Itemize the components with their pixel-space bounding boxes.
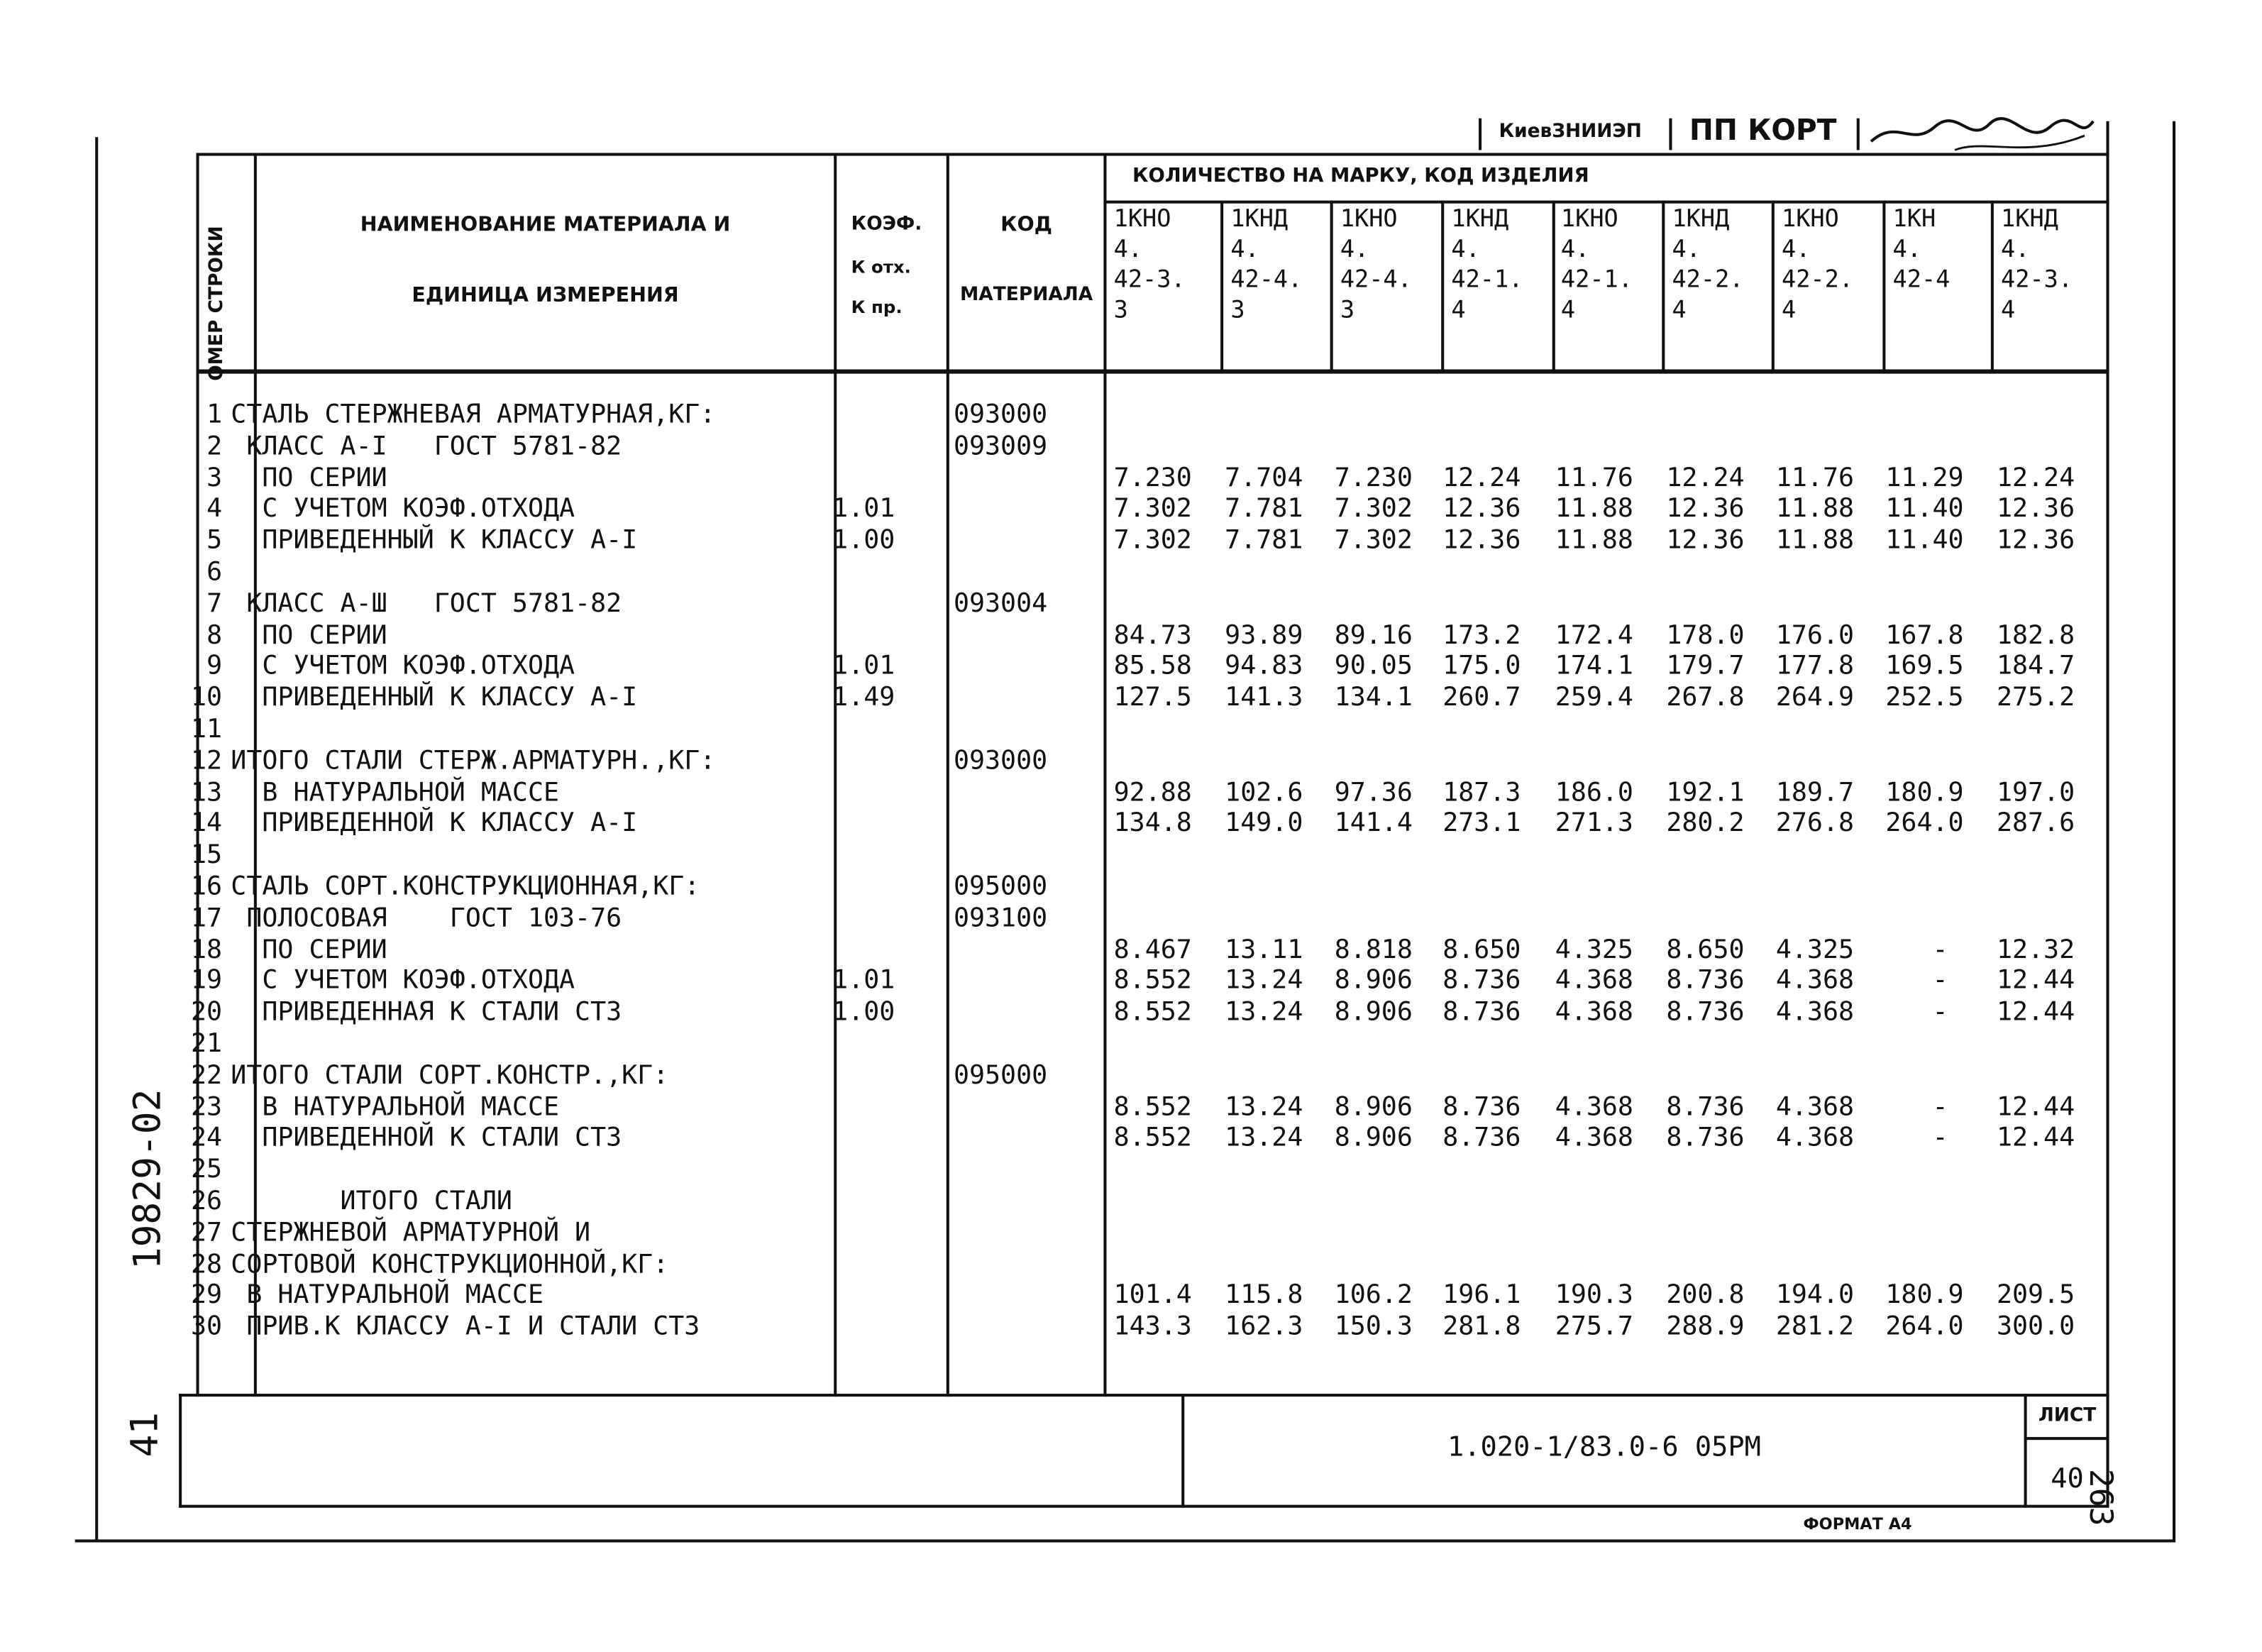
quantity-value: 94.83 xyxy=(1225,651,1303,682)
page-marker: 41 xyxy=(123,1411,167,1458)
material-name: ПО СЕРИИ xyxy=(231,620,387,651)
product-code-line: 1КНД xyxy=(1672,204,1730,233)
quantity-value: 281.2 xyxy=(1775,1311,1855,1343)
material-name: С УЧЕТОМ КОЭФ.ОТХОДА xyxy=(231,966,575,996)
quantity-value: 189.7 xyxy=(1775,777,1855,808)
quantity-value: 92.88 xyxy=(1113,777,1192,808)
table-row xyxy=(187,935,2106,966)
quantity-value: 4.368 xyxy=(1555,966,1633,996)
table-row xyxy=(187,1123,2106,1155)
quantity-value: 260.7 xyxy=(1442,683,1521,713)
quantity-value: 187.3 xyxy=(1442,777,1521,808)
quantity-value: 8.552 xyxy=(1113,1123,1192,1154)
quantity-value: 8.906 xyxy=(1334,1091,1413,1123)
quantity-value: 12.44 xyxy=(1996,966,2075,996)
quantity-value: 149.0 xyxy=(1225,808,1303,839)
table-row xyxy=(187,871,2106,903)
table-row xyxy=(187,557,2106,588)
product-code-line: 1КНД xyxy=(1451,204,1509,233)
material-name: В НАТУРАЛЬНОЙ МАССЕ xyxy=(231,777,560,808)
product-code-line: 3 xyxy=(1113,295,1128,324)
table-row xyxy=(187,620,2106,651)
quantity-value: 12.36 xyxy=(1666,494,1745,524)
quantity-value: 8.736 xyxy=(1442,997,1521,1028)
quantity-value: 7.302 xyxy=(1113,494,1192,524)
material-name: ПРИВЕДЕННАЯ К СТАЛИ СТЗ xyxy=(231,997,622,1028)
product-code-line: 3 xyxy=(1230,295,1245,324)
title-stamp xyxy=(1479,113,2109,153)
row-number: 19 xyxy=(191,966,223,996)
product-column-header xyxy=(1340,204,1412,370)
quantity-value: 85.58 xyxy=(1113,651,1192,682)
table-row xyxy=(187,525,2106,556)
product-code-line: 42-4 xyxy=(1892,265,1951,293)
archive-number: 19829-02 xyxy=(126,1089,170,1270)
quantity-value: 4.368 xyxy=(1555,1123,1633,1154)
doc-code: 1.020-1/83.0-6 05РМ xyxy=(1447,1431,1761,1463)
quantity-value: 4.325 xyxy=(1555,934,1633,965)
quantity-value: 4.368 xyxy=(1555,997,1633,1028)
product-code-line: 1КНД xyxy=(1230,204,1289,233)
row-number: 18 xyxy=(191,934,223,965)
quantity-value: 267.8 xyxy=(1666,683,1745,713)
product-code-line: 1КНО xyxy=(1560,204,1618,233)
quantity-value: 11.40 xyxy=(1885,525,1964,556)
quantity-value: 11.29 xyxy=(1885,462,1964,493)
quantity-value: 259.4 xyxy=(1555,683,1633,713)
material-name: СОРТОВОЙ КОНСТРУКЦИОННОЙ,КГ: xyxy=(231,1248,669,1279)
quantity-value: 13.24 xyxy=(1225,1123,1303,1154)
row-number: 1 xyxy=(206,400,223,430)
material-code: 093004 xyxy=(953,588,1048,619)
row-number: 3 xyxy=(206,462,223,493)
product-code-line: 3 xyxy=(1340,295,1355,324)
quantity-value: 275.7 xyxy=(1555,1311,1633,1343)
quantity-value: 89.16 xyxy=(1334,620,1413,651)
quantity-value: 7.781 xyxy=(1225,494,1303,524)
table-row xyxy=(187,1218,2106,1249)
product-code-line: 4 xyxy=(1451,295,1466,324)
quantity-value: 8.736 xyxy=(1442,966,1521,996)
quantity-value: 172.4 xyxy=(1555,620,1633,651)
table-row xyxy=(187,1060,2106,1091)
quantity-value: 8.906 xyxy=(1334,997,1413,1028)
quantity-value: 12.36 xyxy=(1666,525,1745,556)
quantity-value: 192.1 xyxy=(1666,777,1745,808)
row-number: 17 xyxy=(191,903,223,934)
quantity-value: 13.11 xyxy=(1225,934,1303,965)
table-row xyxy=(187,588,2106,620)
product-code-line: 4 xyxy=(1672,295,1687,324)
material-name: ИТОГО СТАЛИ СОРТ.КОНСТР.,КГ: xyxy=(231,1059,669,1091)
material-name: ПО СЕРИИ xyxy=(231,462,387,493)
quantity-value: 174.1 xyxy=(1555,651,1633,682)
quantity-value: 280.2 xyxy=(1666,808,1745,839)
row-number: 2 xyxy=(206,431,223,462)
table-row xyxy=(187,777,2106,808)
quantity-value: 7.302 xyxy=(1113,525,1192,556)
quantity-value: 97.36 xyxy=(1334,777,1413,808)
code-header-1: КОД xyxy=(1000,213,1053,237)
row-number: 30 xyxy=(191,1311,223,1343)
coefficient: 1.01 xyxy=(832,494,895,524)
table-row xyxy=(187,1155,2106,1186)
quantity-value: 7.302 xyxy=(1334,494,1413,524)
quantity-value: 11.76 xyxy=(1775,462,1855,493)
row-number: 20 xyxy=(191,997,223,1028)
material-name: ПРИВ.К КЛАССУ А-I И СТАЛИ СТЗ xyxy=(231,1311,700,1343)
quantity-value: 4.368 xyxy=(1775,997,1855,1028)
material-name: КЛАСС А-I ГОСТ 5781-82 xyxy=(231,431,622,462)
product-code-line: 42-2. xyxy=(1782,265,1853,293)
quantity-value: 8.650 xyxy=(1666,934,1745,965)
product-column-header xyxy=(1672,204,1743,370)
quantity-value: 264.9 xyxy=(1775,683,1855,713)
quantity-value: 8.736 xyxy=(1666,997,1745,1028)
quantity-value: 11.88 xyxy=(1555,525,1633,556)
quantity-value: 184.7 xyxy=(1996,651,2075,682)
material-name: В НАТУРАЛЬНОЙ МАССЕ xyxy=(231,1280,544,1311)
table-row xyxy=(187,1280,2106,1311)
coef-header-3: К пр. xyxy=(851,297,903,318)
table-row xyxy=(187,903,2106,934)
material-name: СТЕРЖНЕВОЙ АРМАТУРНОЙ И xyxy=(231,1217,591,1248)
quantity-value: 101.4 xyxy=(1113,1280,1192,1311)
quantity-value: - xyxy=(1885,997,1948,1028)
quantity-value: 7.781 xyxy=(1225,525,1303,556)
quantity-value: 8.650 xyxy=(1442,934,1521,965)
quantity-value: 13.24 xyxy=(1225,1091,1303,1123)
material-name: ПРИВЕДЕННОЙ К КЛАССУ А-I xyxy=(231,808,638,839)
quantity-value: 180.9 xyxy=(1885,1280,1964,1311)
quantity-value: 281.8 xyxy=(1442,1311,1521,1343)
material-name: КЛАСС А-Ш ГОСТ 5781-82 xyxy=(231,588,622,619)
product-code-line: 42-3. xyxy=(2001,265,2073,293)
sheet-label: ЛИСТ xyxy=(2038,1405,2097,1427)
quantity-value: 7.302 xyxy=(1334,525,1413,556)
quantity-value: 273.1 xyxy=(1442,808,1521,839)
material-name: ПРИВЕДЕННОЙ К СТАЛИ СТЗ xyxy=(231,1123,622,1154)
material-name: С УЧЕТОМ КОЭФ.ОТХОДА xyxy=(231,494,575,524)
quantity-value: 12.36 xyxy=(1996,525,2075,556)
row-number: 27 xyxy=(191,1217,223,1248)
quantity-value: 12.36 xyxy=(1442,494,1521,524)
quantity-value: 141.4 xyxy=(1334,808,1413,839)
quantity-value: 4.368 xyxy=(1555,1091,1633,1123)
material-code: 093100 xyxy=(953,903,1048,934)
row-number: 12 xyxy=(191,745,223,776)
product-code-line: 4. xyxy=(1230,235,1259,263)
quantity-value: 179.7 xyxy=(1666,651,1745,682)
stamp-org: КиевЗНИИЭП xyxy=(1499,121,1642,143)
row-number: 6 xyxy=(206,556,223,588)
quantity-header: КОЛИЧЕСТВО НА МАРКУ, КОД ИЗДЕЛИЯ xyxy=(1132,164,1589,188)
quantity-value: 4.325 xyxy=(1775,934,1855,965)
quantity-value: 8.906 xyxy=(1334,966,1413,996)
quantity-value: 11.76 xyxy=(1555,462,1633,493)
material-code: 093000 xyxy=(953,400,1048,430)
product-column-header xyxy=(2001,204,2073,370)
material-name: ПОЛОСОВАЯ ГОСТ 103-76 xyxy=(231,903,622,934)
quantity-value: 8.552 xyxy=(1113,1091,1192,1123)
coefficient: 1.00 xyxy=(832,525,895,556)
quantity-value: 127.5 xyxy=(1113,683,1192,713)
quantity-value: 7.230 xyxy=(1334,462,1413,493)
quantity-value: 264.0 xyxy=(1885,1311,1964,1343)
quantity-value: 12.44 xyxy=(1996,1123,2075,1154)
quantity-value: 134.1 xyxy=(1334,683,1413,713)
material-name-header-1: НАИМЕНОВАНИЕ МАТЕРИАЛА И xyxy=(360,213,731,237)
quantity-value: 194.0 xyxy=(1775,1280,1855,1311)
row-number: 9 xyxy=(206,651,223,682)
product-code-line: 42-2. xyxy=(1672,265,1744,293)
quantity-value: 8.736 xyxy=(1666,966,1745,996)
row-number: 5 xyxy=(206,525,223,556)
quantity-value: 8.906 xyxy=(1334,1123,1413,1154)
quantity-value: 150.3 xyxy=(1334,1311,1413,1343)
quantity-value: 12.36 xyxy=(1442,525,1521,556)
quantity-value: 7.704 xyxy=(1225,462,1303,493)
quantity-value: 271.3 xyxy=(1555,808,1633,839)
product-code-line: 1КНО xyxy=(1782,204,1839,233)
quantity-value: 12.24 xyxy=(1666,462,1745,493)
material-name: ПРИВЕДЕННЫЙ К КЛАССУ А-I xyxy=(231,683,638,713)
quantity-value: 11.40 xyxy=(1885,494,1964,524)
product-code-line: 42-3. xyxy=(1113,265,1186,293)
quantity-value: 4.368 xyxy=(1775,1091,1855,1123)
table-row xyxy=(187,683,2106,714)
material-name-header-2: ЕДИНИЦА ИЗМЕРЕНИЯ xyxy=(412,284,679,308)
coefficient: 1.00 xyxy=(832,997,895,1028)
product-column-header xyxy=(1893,204,1951,370)
quantity-value: 4.368 xyxy=(1775,966,1855,996)
quantity-value: 106.2 xyxy=(1334,1280,1413,1311)
quantity-value: 178.0 xyxy=(1666,620,1745,651)
product-code-line: 42-4. xyxy=(1230,265,1303,293)
table-row xyxy=(187,1249,2106,1280)
row-number: 26 xyxy=(191,1186,223,1216)
coef-header-1: КОЭФ. xyxy=(851,213,922,236)
table-row xyxy=(187,997,2106,1028)
material-code: 093009 xyxy=(953,431,1048,462)
quantity-value: 176.0 xyxy=(1775,620,1855,651)
quantity-value: 173.2 xyxy=(1442,620,1521,651)
row-number: 8 xyxy=(206,620,223,651)
table-row xyxy=(187,1186,2106,1217)
material-name: В НАТУРАЛЬНОЙ МАССЕ xyxy=(231,1091,560,1123)
quantity-value: 8.736 xyxy=(1666,1091,1745,1123)
quantity-value: 115.8 xyxy=(1225,1280,1303,1311)
quantity-value: 7.230 xyxy=(1113,462,1192,493)
row-number: 21 xyxy=(191,1028,223,1059)
coef-header-2: К отх. xyxy=(851,256,911,277)
quantity-value: - xyxy=(1885,1123,1948,1154)
row-number: 23 xyxy=(191,1091,223,1123)
quantity-value: 276.8 xyxy=(1775,808,1855,839)
table-row xyxy=(187,463,2106,494)
quantity-value: 190.3 xyxy=(1555,1280,1633,1311)
product-code-line: 4. xyxy=(1113,235,1143,263)
quantity-value: 102.6 xyxy=(1225,777,1303,808)
quantity-value: 196.1 xyxy=(1442,1280,1521,1311)
quantity-value: 177.8 xyxy=(1775,651,1855,682)
quantity-value: 93.89 xyxy=(1225,620,1303,651)
material-name: С УЧЕТОМ КОЭФ.ОТХОДА xyxy=(231,651,575,682)
quantity-value: 84.73 xyxy=(1113,620,1192,651)
quantity-value: 11.88 xyxy=(1555,494,1633,524)
row-number: 15 xyxy=(191,839,223,871)
product-code-line: 42-1. xyxy=(1560,265,1633,293)
row-number: 13 xyxy=(191,777,223,808)
quantity-value: 175.0 xyxy=(1442,651,1521,682)
sheet-number: 40 xyxy=(2051,1463,2084,1495)
row-number: 16 xyxy=(191,871,223,902)
row-number: 14 xyxy=(191,808,223,839)
quantity-value: - xyxy=(1885,934,1948,965)
quantity-value: 162.3 xyxy=(1225,1311,1303,1343)
table-row xyxy=(187,1029,2106,1060)
quantity-value: 180.9 xyxy=(1885,777,1964,808)
quantity-value: 11.88 xyxy=(1775,525,1855,556)
row-number: 28 xyxy=(191,1248,223,1279)
quantity-value: 12.32 xyxy=(1996,934,2075,965)
row-number-header: ОМЕР СТРОКИ xyxy=(206,226,228,381)
product-column-header xyxy=(1782,204,1853,370)
quantity-value: 169.5 xyxy=(1885,651,1964,682)
row-number: 11 xyxy=(191,714,223,745)
material-name: ИТОГО СТАЛИ СТЕРЖ.АРМАТУРН.,КГ: xyxy=(231,745,716,776)
product-code-line: 4. xyxy=(1672,235,1701,263)
quantity-value: 287.6 xyxy=(1996,808,2075,839)
table-row xyxy=(187,1091,2106,1123)
product-code-line: 1КНО xyxy=(1113,204,1171,233)
quantity-value: 182.8 xyxy=(1996,620,2075,651)
quantity-value: 200.8 xyxy=(1666,1280,1745,1311)
quantity-value: 252.5 xyxy=(1885,683,1964,713)
product-code-line: 4 xyxy=(2001,295,2016,324)
material-code: 093000 xyxy=(953,745,1048,776)
product-code-line: 42-4. xyxy=(1340,265,1412,293)
product-column-header xyxy=(1230,204,1302,370)
quantity-value: 209.5 xyxy=(1996,1280,2075,1311)
coefficient: 1.01 xyxy=(832,966,895,996)
quantity-value: - xyxy=(1885,1091,1948,1123)
quantity-value: 12.44 xyxy=(1996,997,2075,1028)
quantity-value: 4.368 xyxy=(1775,1123,1855,1154)
product-code-line: 4 xyxy=(1560,295,1576,324)
quantity-value: 275.2 xyxy=(1996,683,2075,713)
quantity-value: 167.8 xyxy=(1885,620,1964,651)
table-row xyxy=(187,494,2106,525)
quantity-value: 8.736 xyxy=(1442,1123,1521,1154)
quantity-value: 13.24 xyxy=(1225,966,1303,996)
table-row xyxy=(187,431,2106,463)
quantity-value: 11.88 xyxy=(1775,494,1855,524)
table-row xyxy=(187,808,2106,839)
quantity-value: 12.44 xyxy=(1996,1091,2075,1123)
quantity-value: - xyxy=(1885,966,1948,996)
coefficient: 1.01 xyxy=(832,651,895,682)
table-row xyxy=(187,966,2106,997)
quantity-value: 197.0 xyxy=(1996,777,2075,808)
quantity-value: 186.0 xyxy=(1555,777,1633,808)
quantity-value: 12.24 xyxy=(1996,462,2075,493)
quantity-value: 13.24 xyxy=(1225,997,1303,1028)
quantity-value: 264.0 xyxy=(1885,808,1964,839)
product-column-header xyxy=(1451,204,1523,370)
quantity-value: 141.3 xyxy=(1225,683,1303,713)
product-code-line: 1КНД xyxy=(2001,204,2058,233)
row-number: 24 xyxy=(191,1123,223,1154)
material-name: ПРИВЕДЕННЫЙ К КЛАССУ А-I xyxy=(231,525,638,556)
quantity-value: 12.36 xyxy=(1996,494,2075,524)
row-number: 25 xyxy=(191,1154,223,1185)
row-number: 10 xyxy=(191,683,223,713)
material-code: 095000 xyxy=(953,871,1048,902)
quantity-value: 8.736 xyxy=(1666,1123,1745,1154)
product-code-line: 4 xyxy=(1782,295,1797,324)
quantity-value: 8.467 xyxy=(1113,934,1192,965)
product-code-line: 4. xyxy=(1340,235,1369,263)
product-code-line: 4. xyxy=(1451,235,1480,263)
format-label: ФОРМАТ А4 xyxy=(1803,1514,1912,1534)
table-row xyxy=(187,840,2106,871)
row-number: 22 xyxy=(191,1059,223,1091)
product-code-line: 1КНО xyxy=(1340,204,1398,233)
product-column-header xyxy=(1114,204,1186,370)
quantity-value: 300.0 xyxy=(1996,1311,2075,1343)
quantity-value: 8.552 xyxy=(1113,966,1192,996)
product-code-line: 4. xyxy=(1782,235,1811,263)
quantity-value: 8.736 xyxy=(1442,1091,1521,1123)
material-name: СТАЛЬ СТЕРЖНЕВАЯ АРМАТУРНАЯ,КГ: xyxy=(231,400,716,430)
row-number: 29 xyxy=(191,1280,223,1311)
material-name: СТАЛЬ СОРТ.КОНСТРУКЦИОННАЯ,КГ: xyxy=(231,871,700,902)
quantity-value: 288.9 xyxy=(1666,1311,1745,1343)
product-column-header xyxy=(1561,204,1633,370)
product-code-line: 4. xyxy=(2001,235,2030,263)
quantity-value: 143.3 xyxy=(1113,1311,1192,1343)
table-row xyxy=(187,714,2106,745)
row-number: 7 xyxy=(206,588,223,619)
material-name: ПО СЕРИИ xyxy=(231,934,387,965)
quantity-value: 12.24 xyxy=(1442,462,1521,493)
quantity-value: 134.8 xyxy=(1113,808,1192,839)
table-row xyxy=(187,651,2106,683)
product-code-line: 4. xyxy=(1892,235,1921,263)
material-name: ИТОГО СТАЛИ xyxy=(231,1186,512,1216)
signature-scribble xyxy=(1868,116,2099,156)
quantity-value: 8.818 xyxy=(1334,934,1413,965)
coefficient: 1.49 xyxy=(832,683,895,713)
row-number: 4 xyxy=(206,494,223,524)
product-code-line: 1КН xyxy=(1892,204,1936,233)
code-header-2: МАТЕРИАЛА xyxy=(959,284,1093,307)
quantity-value: 8.552 xyxy=(1113,997,1192,1028)
table-row xyxy=(187,1312,2106,1343)
product-code-line: 4. xyxy=(1560,235,1590,263)
stamp-series: ПП КОРТ xyxy=(1689,112,1837,148)
material-code: 095000 xyxy=(953,1059,1048,1091)
table-row xyxy=(187,400,2106,431)
table-row xyxy=(187,746,2106,777)
page-number-right: 263 xyxy=(2081,1468,2118,1526)
product-code-line: 42-1. xyxy=(1451,265,1523,293)
quantity-value: 90.05 xyxy=(1334,651,1413,682)
